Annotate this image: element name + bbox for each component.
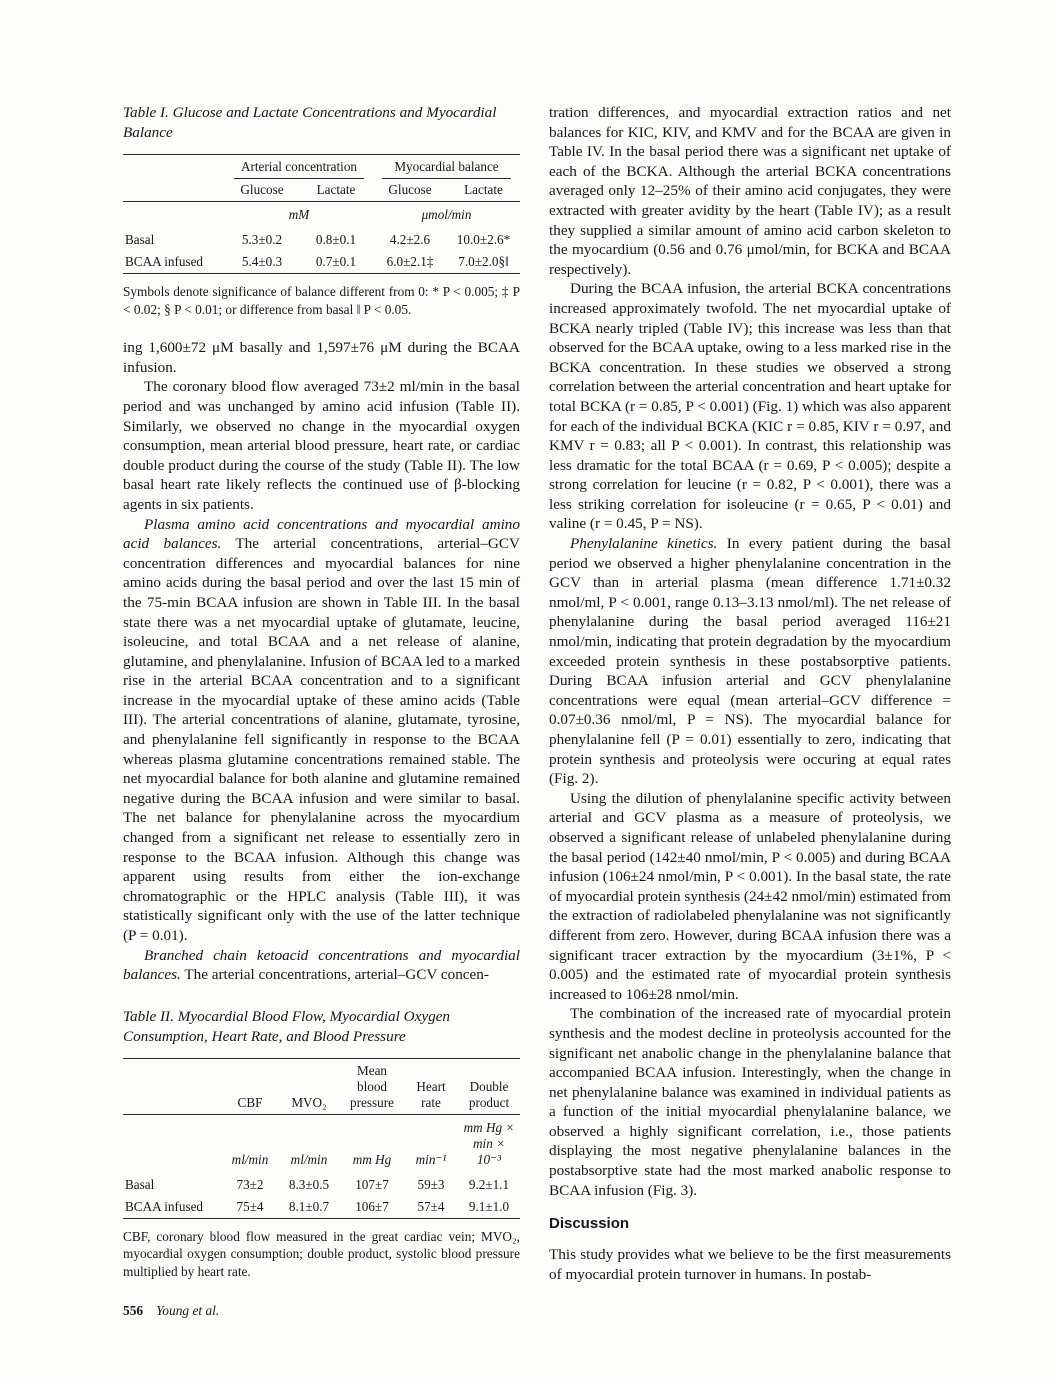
left-body-text — [123, 338, 520, 985]
left-column — [123, 103, 520, 1319]
row-label: Basal — [125, 232, 155, 247]
table-cell: 7.0±2.0§‖ — [458, 254, 509, 269]
column-header: Glucose — [225, 179, 299, 202]
table-cell-empty — [123, 1058, 222, 1114]
paragraph — [123, 946, 520, 985]
column-header: Lactate — [299, 179, 373, 202]
unit-header: mM — [288, 207, 310, 222]
table-cell: 57±4 — [417, 1198, 445, 1214]
table-cell: 75±4 — [236, 1198, 264, 1214]
unit-header: μmol/min — [421, 207, 472, 222]
table-cell-empty — [123, 202, 225, 230]
row-label: Basal — [125, 1176, 155, 1192]
table-cell-empty — [123, 179, 225, 202]
paragraph — [123, 515, 520, 946]
paragraph-text: In every patient during the basal period we observed a higher phenylalanine concentration in the GCV than in arterial plasma (mean difference 1.71±0.32 nmol/ml, P < 0.001, range 0.13–3.13 nmol/ml). The net release of phenylalanine during the basal period averaged 116±21 nmol/min, indicating that protein degradation by the myocardium exceeded protein synthesis in these postabsorptive patients. During BCAA infusion arterial and GCV phenylalanine concentrations were equal (mean arterial–GCV difference = 0.07±0.36 nmol/ml, P = NS). The myocardial balance for phenylalanine fell (P = 0.01) essentially to zero, indicating that protein synthesis and proteolysis were occuring at equal rates (Fig. 2). — [549, 535, 952, 788]
table-row — [123, 251, 520, 274]
column-header: Heart rate — [404, 1058, 458, 1114]
paragraph-lead: Plasma amino acid concentrations and myocardial amino acid balances. — [123, 515, 520, 553]
table2-caption: Table II. Myocardial Blood Flow, Myocardial Oxygen Consumption, Heart Rate, and Blood Pressure — [123, 1007, 451, 1045]
column-group-header: Myocardial balance — [382, 159, 511, 179]
table-cell-empty — [123, 155, 225, 180]
column-header: CBF — [222, 1058, 278, 1114]
table-cell: 9.1±1.0 — [468, 1198, 510, 1214]
unit-header: mm Hg × min × 10⁻³ — [463, 1119, 515, 1167]
table-row — [123, 1174, 520, 1196]
paragraph: Using the dilution of phenylalanine specific activity between arterial and GCV plasma as a measure of proteolysis, we observed a significant release of unlabeled phenylalanine during the basal period (142±40 nmol/min, P < 0.005) and during BCAA infusion (106±24 nmol/min, P < 0.001). In the basal state, the rate of myocardial protein synthesis (24±42 nmol/min) estimated from the extraction of radiolabeled phenylalanine was not significantly different from zero. However, during BCAA infusion there was a significant tracer extraction by the myocardium (3±1%, P < 0.005) and the estimated rate of myocardial protein synthesis increased to 106±28 nmol/min. — [549, 789, 951, 1003]
paragraph-lead: Branched chain ketoacid concentrations and myocardial balances. — [123, 946, 520, 984]
column-header: Double product — [458, 1058, 520, 1114]
table1-units-row — [123, 202, 520, 230]
footer-authors: Young et al. — [156, 1302, 220, 1318]
unit-header: mm Hg — [352, 1151, 392, 1167]
row-label: BCAA infused — [125, 1198, 204, 1214]
table-cell — [225, 155, 373, 180]
paragraph: This study provides what we believe to be the first measurements of myocardial protein turnover in humans. In postab- — [549, 1246, 951, 1283]
table-row — [123, 1196, 520, 1219]
column-group-header: Arterial concentration — [234, 159, 364, 179]
table-cell: 0.8±0.1 — [315, 232, 357, 247]
paragraph: tration differences, and myocardial extraction ratios and net balances for KIC, KIV, and KMV and for the BCAA are given in Table IV. In the basal period there was a significant net uptake of each of the BCKA. Although the arterial BCKA concentrations averaged only 12–25% of their amino acid conjugates, they were extracted with greater avidity by the heart (Table IV); as a result they supplied a similar amount of amino acid carbon skeleton to the myocardium (0.56 and 0.76 μmol/min, for BCKA and BCAA respectively). — [549, 104, 951, 278]
table-cell: 73±2 — [236, 1176, 264, 1192]
table-cell: 4.2±2.6 — [389, 232, 431, 247]
paragraph-text: The arterial concentrations, arterial–GCV concentration differences and myocardial balances for nine amino acids during the basal period and over the last 15 min of the 75-min BCAA infusion are shown in Table III. In the basal state there was a net myocardial uptake of glutamate, leucine, isoleucine, and total BCAA and a net release of alanine, glutamine, and phenylalanine. Infusion of BCAA led to a marked rise in the arterial BCAA concentration and to a significant increase in the myocardial uptake of these amino acids (Table III). The arterial concentrations of alanine, glutamate, tyrosine, and phenylalanine fell significantly in response to the BCAA whereas plasma glutamine concentrations remained stable. The net myocardial balance for both alanine and glutamine remained negative during the BCAA infusion and were similar to basal. The net balance for phenylalanine across the myocardium changed from a significant net release to essentially zero in response to the BCAA infusion. Although this change was apparent using results from either the ion-exchange chromatographic or the HPLC analysis (Table III), it was statistically significant only with the use of the latter technique (P = 0.01). — [123, 535, 521, 944]
discussion-heading: Discussion — [549, 1215, 630, 1233]
unit-header: ml/min — [231, 1151, 269, 1167]
table1-caption: Table I. Glucose and Lactate Concentrations and Myocardial Balance — [123, 104, 497, 141]
table1 — [123, 154, 520, 274]
column-header: Glucose — [373, 179, 447, 202]
paragraph: ing 1,600±72 μM basally and 1,597±76 μM during the BCAA infusion. — [123, 339, 520, 376]
table-cell: 5.3±0.2 — [241, 232, 283, 247]
table-cell: 10.0±2.6* — [456, 232, 511, 247]
table1-column-header-row — [123, 179, 520, 202]
right-column — [549, 103, 951, 1284]
paragraph-text: The arterial concentrations, arterial–GCV concen- — [184, 966, 489, 984]
table-cell: 6.0±2.1‡ — [386, 254, 434, 269]
paragraph — [549, 534, 951, 789]
paragraph-lead: Phenylalanine kinetics. — [570, 535, 718, 553]
unit-header: min⁻¹ — [415, 1151, 447, 1167]
unit-header: ml/min — [290, 1151, 328, 1167]
column-header: Mean blood pressure — [340, 1058, 404, 1114]
table-cell: 8.1±0.7 — [288, 1198, 330, 1214]
table-cell: 9.2±1.1 — [468, 1176, 510, 1192]
table-cell: 59±3 — [417, 1176, 445, 1192]
table-cell: 0.7±0.1 — [315, 254, 357, 269]
table-row — [123, 229, 520, 251]
table-cell: 107±7 — [355, 1176, 389, 1192]
paragraph: The combination of the increased rate of myocardial protein synthesis and the modest decline in proteolysis accounted for the significant net anabolic change in the phenylalanine balance that accompanied BCAA infusion. Interestingly, when the change in net phenylalanine balance was examined in individual patients as a function of the initial myocardial phenylalanine balance, we observed a highly significant correlation, i.e., those patients displaying the most negative phenylalanine balances in the postabsorptive state had the most marked anabolic response to BCAA infusion (Fig. 3). — [549, 1005, 951, 1199]
paragraph: The coronary blood flow averaged 73±2 ml/min in the basal period and was unchanged by amino acid infusion (Table II). Similarly, we observed no change in the myocardial oxygen consumption, mean arterial blood pressure, heart rate, or cardiac double product during the course of the study (Table II). The low basal heart rate likely reflects the continued use of β-blocking agents in six patients. — [123, 378, 520, 513]
table-cell: 8.3±0.5 — [288, 1176, 330, 1192]
table1-group-header-row — [123, 155, 520, 180]
table-cell-empty — [123, 1114, 222, 1174]
page-number: 556 — [123, 1302, 144, 1318]
column-header: Lactate — [447, 179, 520, 202]
column-header: MVO₂ — [278, 1058, 340, 1114]
page-footer — [123, 1303, 520, 1319]
paragraph: During the BCAA infusion, the arterial BCKA concentrations increased approximately twofold. The net myocardial uptake of BCKA nearly tripled (Table IV); this increase was less than that observed for the BCAA uptake, owing to a less marked rise in the BCKA concentration. In these studies we observed a strong correlation between the arterial concentration and heart uptake for total BCKA (r = 0.85, P < 0.001) (Fig. 1) which was also apparent for each of the individual BCKA (KIC r = 0.85, KIV r = 0.97, and KMV r = 0.83; all P < 0.001). In contrast, this relationship was less dramatic for the total BCAA (r = 0.69, P < 0.005); despite a strong correlation for leucine (r = 0.82, P < 0.001), there was a less striking correlation for isoleucine (r = 0.65, P < 0.01) and valine (r = 0.45, P = NS). — [549, 280, 951, 533]
table2-footnote: CBF, coronary blood flow measured in the great cardiac vein; MVO₂, myocardial oxygen consumption; double product, systolic blood pressure multiplied by heart rate. — [123, 1228, 520, 1279]
table-cell — [373, 155, 520, 180]
table2-column-header-row — [123, 1058, 520, 1114]
table-cell: 5.4±0.3 — [241, 254, 283, 269]
row-label: BCAA infused — [125, 254, 204, 269]
table2-units-row — [123, 1114, 520, 1174]
table2 — [123, 1058, 520, 1219]
table-cell: 106±7 — [355, 1198, 389, 1214]
table1-footnote: Symbols denote significance of balance different from 0: * P < 0.005; ‡ P < 0.02; § P < 0.01; or difference from basal ‖ P < 0.05. — [123, 284, 520, 317]
